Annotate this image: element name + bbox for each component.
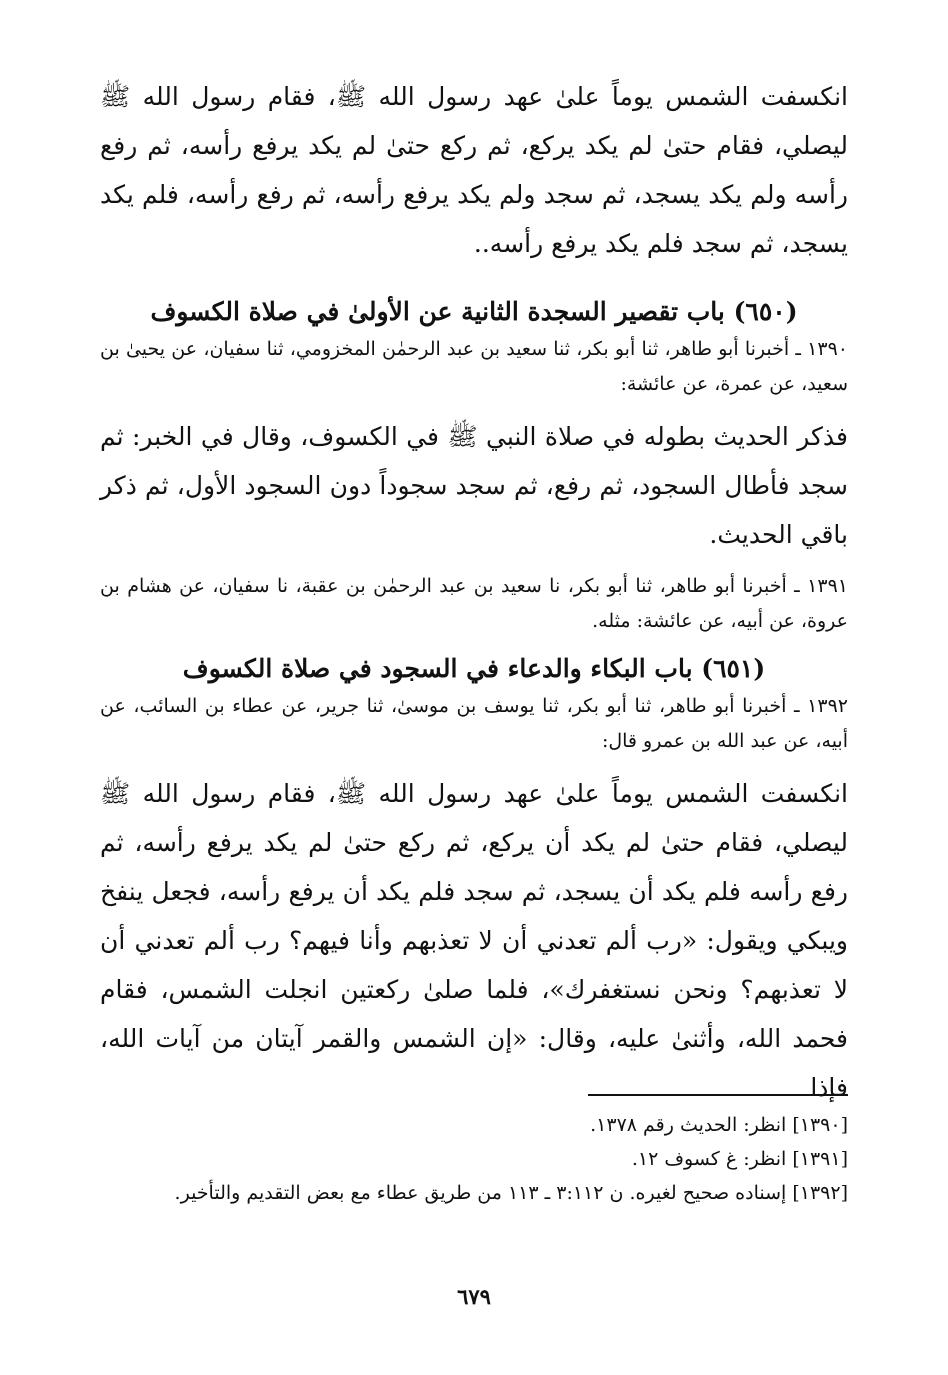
spacer bbox=[100, 268, 848, 292]
footnotes bbox=[100, 1094, 848, 1210]
chapter-heading-651: (٦٥١) باب البكاء والدعاء في السجود في صلاة الكسوف bbox=[182, 654, 766, 683]
spacer bbox=[100, 559, 848, 569]
hadith-chain-1392: ١٣٩٢ ـ أخبرنا أبو طاهر، ثنا أبو بكر، ثنا يوسف بن موسىٰ، ثنا جرير، عن عطاء بن السائب، عن أبيه، عن عبد الله بن عمرو قال: bbox=[100, 695, 848, 752]
footnote-1391: [١٣٩١] انظر: غ كسوف ١٢. bbox=[631, 1148, 848, 1170]
hadith-chain-1391: ١٣٩١ ـ أخبرنا أبو طاهر، ثنا أبو بكر، نا سعيد بن عبد الرحمٰن بن عقبة، نا سفيان، عن هشام بن عروة، عن أبيه، عن عائشة: مثله. bbox=[100, 575, 848, 632]
footnote-1392: [١٣٩٢] إسناده صحيح لغيره. ن ٣:١١٢ ـ ١١٣ من طريق عطاء مع بعض التقديم والتأخير. bbox=[174, 1182, 848, 1204]
body-paragraph-intro: انكسفت الشمس يوماً علىٰ عهد رسول الله ﷺ، فقام رسول الله ﷺ ليصلي، فقام حتىٰ لم يكد يركع، ثم ركع حتىٰ لم يكد يرفع رأسه، ثم رفع رأسه ولم يكد يسجد، ثم سجد ولم يكد يرفع رأسه، ثم رفع رأسه، فلم يكد يسجد، ثم سجد فلم يكد يرفع رأسه.. bbox=[100, 82, 848, 258]
hadith-chain-1390: ١٣٩٠ ـ أخبرنا أبو طاهر، ثنا أبو بكر، ثنا سعيد بن عبد الرحمٰن المخزومي، ثنا سفيان، عن يحيىٰ بن سعيد، عن عمرة، عن عائشة: bbox=[100, 338, 848, 395]
chapter-heading-650: (٦٥٠) باب تقصير السجدة الثانية عن الأولىٰ في صلاة الكسوف bbox=[150, 297, 798, 326]
spacer bbox=[100, 759, 848, 769]
footnote-1390: [١٣٩٠] انظر: الحديث رقم ١٣٧٨. bbox=[590, 1114, 848, 1136]
page-number: ٦٧٩ bbox=[457, 1284, 491, 1309]
hadith-text-1390: فذكر الحديث بطوله في صلاة النبي ﷺ في الكسوف، وقال في الخبر: ثم سجد فأطال السجود، ثم رفع، ثم سجد سجوداً دون السجود الأول، ثم ذكر باقي الحديث. bbox=[100, 422, 848, 549]
hadith-text-1392: انكسفت الشمس يوماً علىٰ عهد رسول الله ﷺ، فقام رسول الله ﷺ ليصلي، فقام حتىٰ لم يكد أن يركع، ثم ركع حتىٰ لم يكد يرفع رأسه، ثم رفع رأسه فلم يكد أن يسجد، ثم سجد فلم يكد أن يرفع رأسه، فجعل ينفخ ويبكي ويقول: «رب ألم تعدني أن لا تعذبهم وأنا فيهم؟ رب ألم تعدني أن لا تعذبهم؟ ونحن نستغفرك»، فلما صلىٰ ركعتين انجلت الشمس، فقام فحمد الله، وأثنىٰ عليه، وقال: «إن الشمس والقمر آيتان من آيات الله، فإذا bbox=[100, 779, 848, 1102]
spacer bbox=[100, 639, 848, 649]
spacer bbox=[100, 402, 848, 412]
footnote-divider bbox=[588, 1094, 848, 1096]
